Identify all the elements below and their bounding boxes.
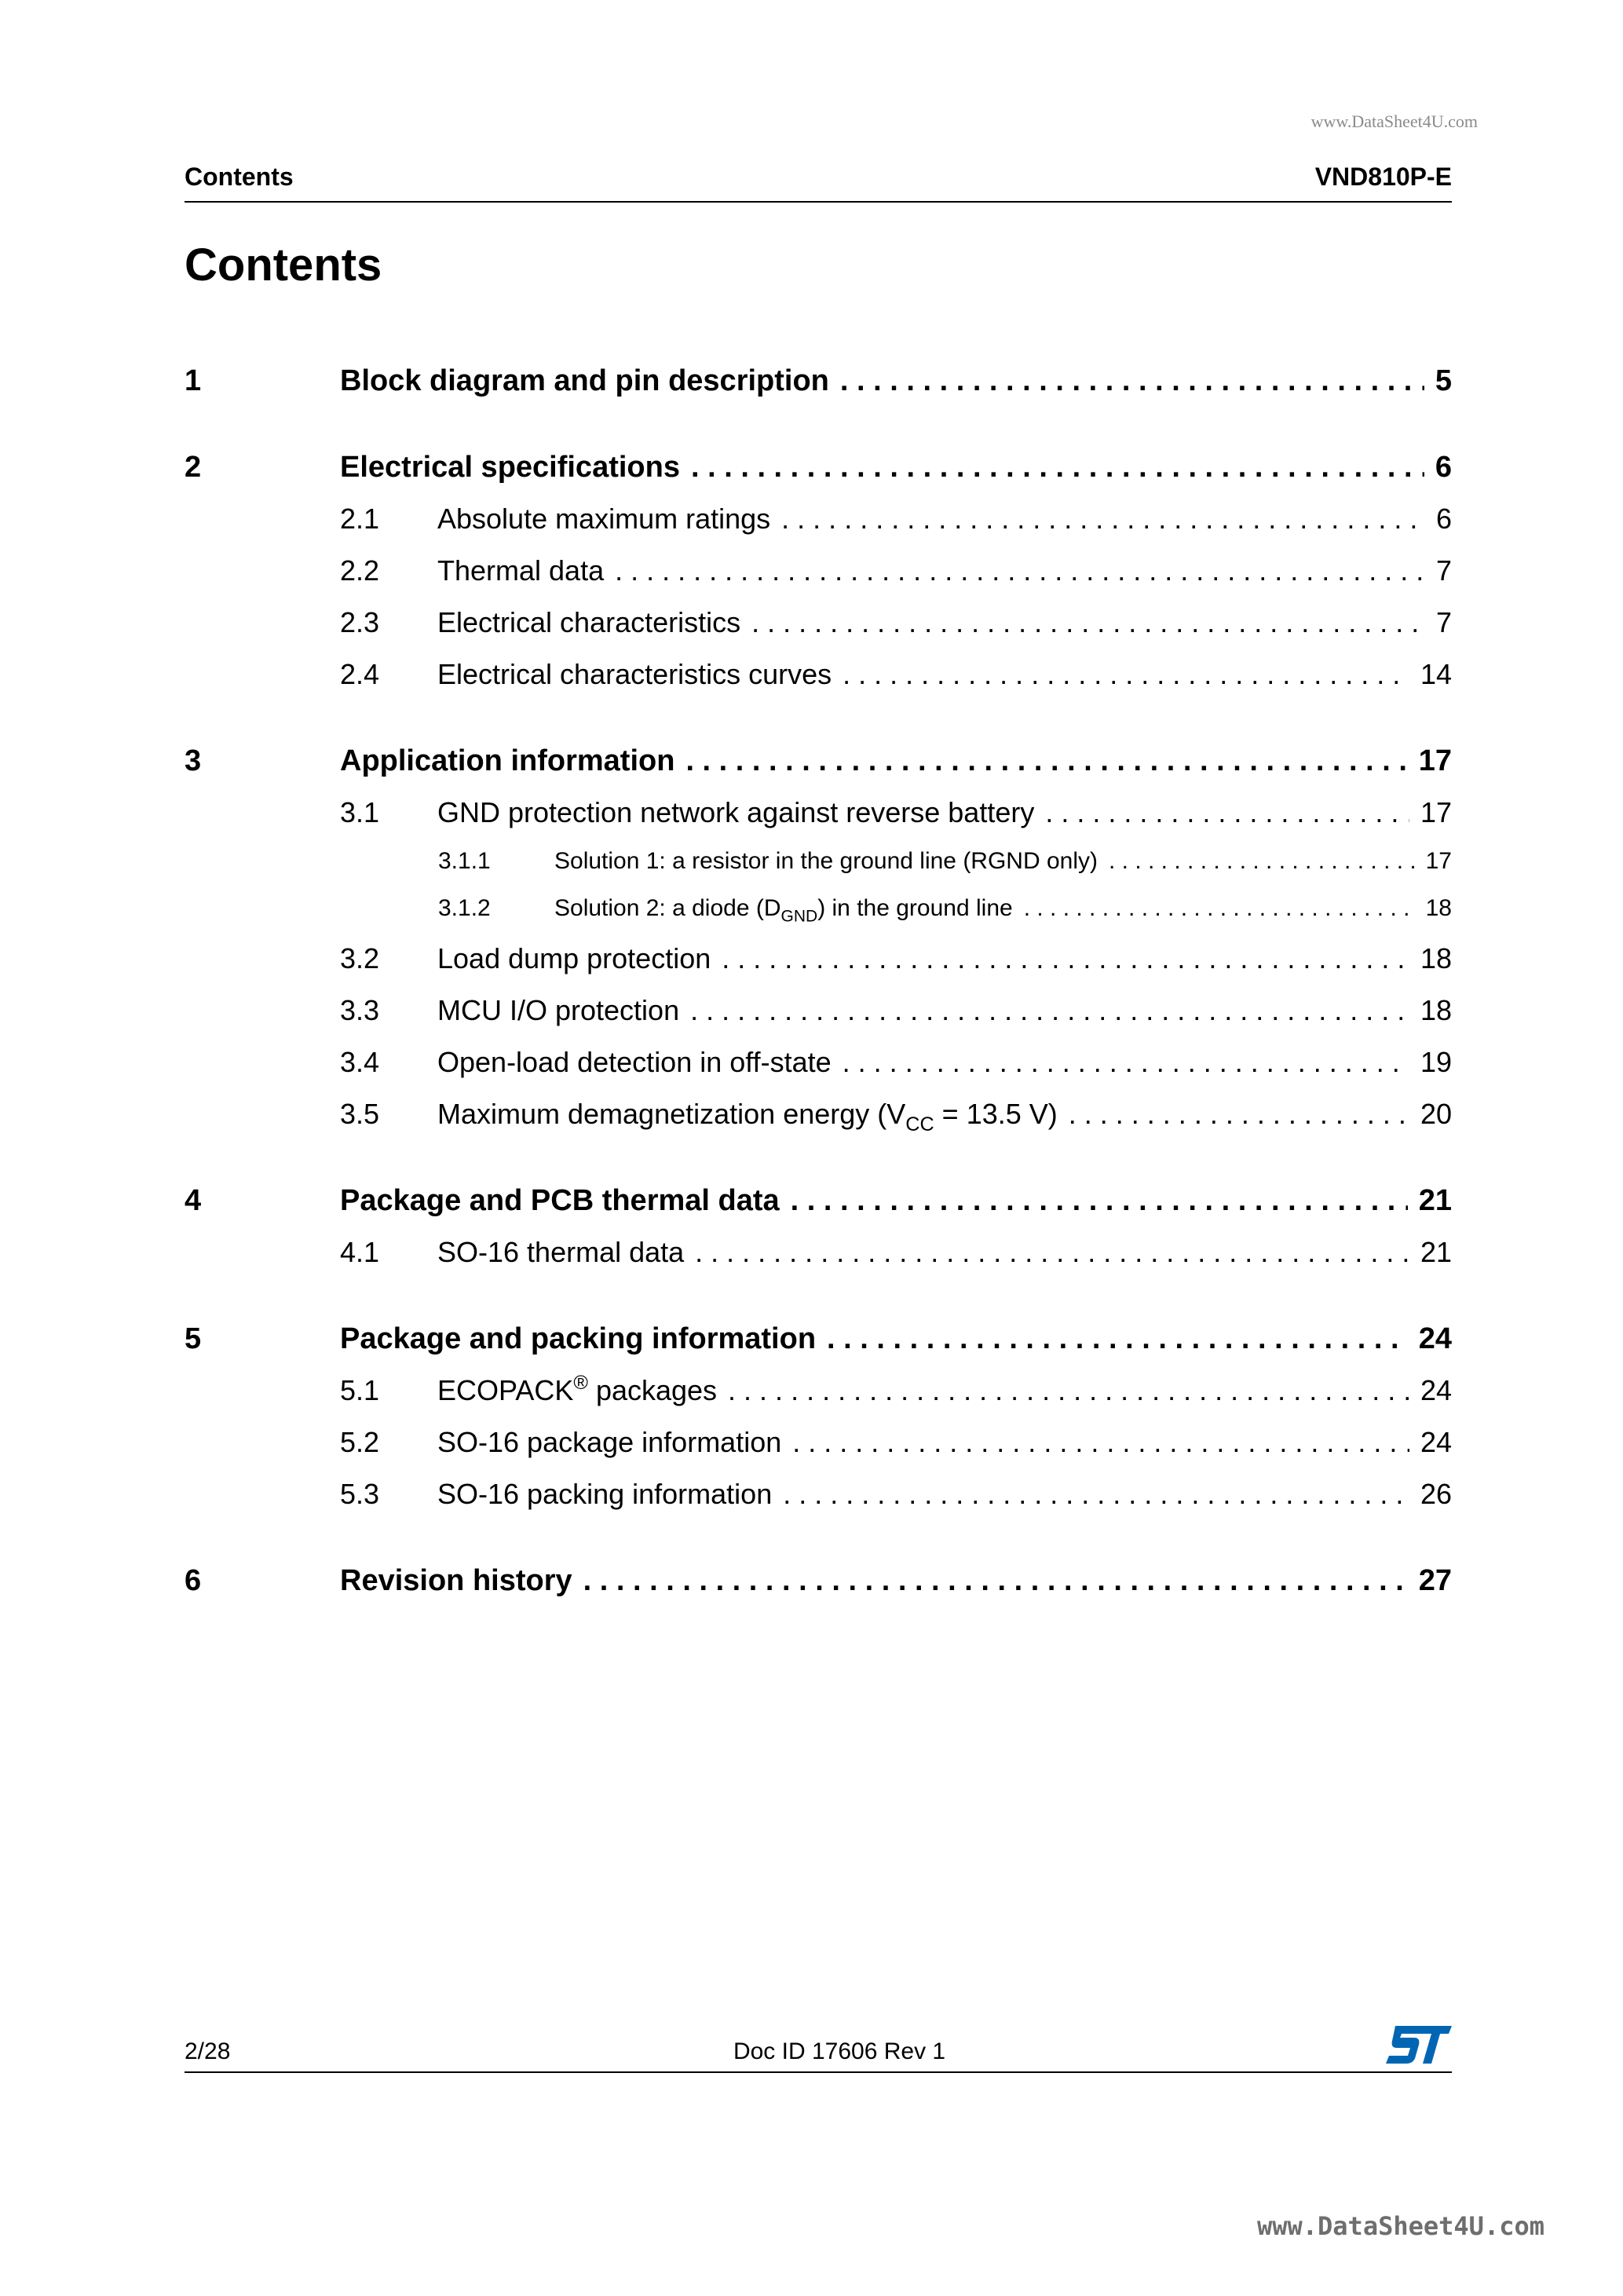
toc-label: Electrical characteristics curves	[437, 658, 832, 690]
toc-number: 3.3	[340, 994, 380, 1026]
toc-page: 18	[1420, 942, 1452, 974]
toc-page: 18	[1425, 895, 1452, 921]
toc-page: 24	[1418, 1322, 1452, 1355]
toc-page: 7	[1435, 606, 1452, 638]
toc-entry-5-2[interactable]	[185, 1426, 1452, 1478]
page-title: Contents	[185, 239, 382, 291]
toc-label: Open-load detection in off-state	[437, 1046, 832, 1078]
toc-page: 19	[1420, 1046, 1452, 1078]
toc-label: Thermal data	[437, 554, 605, 587]
toc-number: 1	[185, 364, 202, 397]
toc-number: 3.1.2	[438, 895, 491, 921]
toc-label-text: = 13.5 V)	[934, 1098, 1058, 1130]
watermark-top: www.DataSheet4U.com	[1310, 112, 1478, 131]
leader-dots	[615, 554, 1425, 587]
toc-label-text: Maximum demagnetization energy (V	[437, 1098, 906, 1130]
toc-label: Block diagram and pin description	[340, 364, 829, 397]
toc-entry-3-4[interactable]	[185, 1046, 1452, 1098]
toc-entry-3[interactable]	[185, 744, 1452, 796]
toc-entry-2-2[interactable]	[185, 554, 1452, 606]
toc-label	[554, 895, 1024, 926]
toc-entry-6[interactable]	[185, 1564, 1452, 1616]
toc-label-text: ) in the ground line	[817, 895, 1013, 921]
page-header	[185, 157, 1452, 203]
toc-label: MCU I/O protection	[437, 994, 680, 1026]
leader-dots	[685, 744, 1407, 778]
toc-page: 17	[1420, 796, 1452, 828]
toc-entry-3-5[interactable]	[185, 1098, 1452, 1150]
toc-label: Package and packing information	[340, 1322, 817, 1355]
toc-entry-4-1[interactable]	[185, 1236, 1452, 1288]
toc-number: 3.4	[340, 1046, 380, 1078]
toc-entry-3-1-2[interactable]	[185, 895, 1452, 942]
toc-page: 21	[1420, 1236, 1452, 1268]
toc-label: SO-16 packing information	[437, 1478, 773, 1510]
toc-label	[437, 1374, 728, 1407]
toc-label: Application information	[340, 744, 675, 777]
toc-number: 5.2	[340, 1426, 380, 1458]
toc-page: 7	[1435, 554, 1452, 587]
toc-page: 24	[1420, 1426, 1452, 1458]
leader-dots	[583, 1564, 1408, 1598]
toc-entry-3-3[interactable]	[185, 994, 1452, 1046]
toc-number: 3.5	[340, 1098, 380, 1130]
toc-page: 20	[1420, 1098, 1452, 1130]
toc-number: 2.3	[340, 606, 380, 638]
toc-number: 5.1	[340, 1374, 380, 1406]
toc-entry-2-1[interactable]	[185, 503, 1452, 554]
toc-number: 6	[185, 1564, 202, 1597]
toc-label: Load dump protection	[437, 942, 711, 974]
toc-number: 3.1.1	[438, 848, 491, 874]
toc-page: 6	[1435, 503, 1452, 535]
toc-page: 17	[1418, 744, 1452, 777]
leader-dots	[843, 658, 1409, 691]
table-of-contents	[185, 364, 1452, 1616]
toc-entry-3-1-1[interactable]	[185, 848, 1452, 895]
toc-label: Electrical specifications	[340, 451, 680, 484]
page-number: 2/28	[185, 2038, 231, 2064]
toc-page: 17	[1425, 848, 1452, 874]
leader-dots	[783, 1478, 1409, 1511]
leader-dots	[791, 1184, 1408, 1218]
toc-page: 21	[1418, 1184, 1452, 1217]
leader-dots	[722, 942, 1409, 975]
toc-label: Package and PCB thermal data	[340, 1184, 780, 1217]
watermark-bottom: www.DataSheet4U.com	[1256, 2211, 1544, 2241]
toc-label: Absolute maximum ratings	[437, 503, 771, 535]
header-section-name: Contents	[185, 163, 294, 191]
leader-dots	[1045, 796, 1409, 829]
toc-number: 5.3	[340, 1478, 380, 1510]
toc-number: 3.1	[340, 796, 380, 828]
leader-dots	[792, 1426, 1409, 1459]
toc-number: 2.2	[340, 554, 380, 587]
toc-number: 3	[185, 744, 202, 777]
st-logo-icon	[1384, 2024, 1452, 2067]
toc-label-subscript: GND	[780, 907, 818, 926]
toc-page: 5	[1435, 364, 1452, 397]
toc-label: SO-16 thermal data	[437, 1236, 685, 1268]
leader-dots	[1069, 1098, 1409, 1131]
toc-page: 27	[1418, 1564, 1452, 1597]
leader-dots	[1024, 895, 1415, 922]
header-part-number: VND810P-E	[1314, 163, 1452, 191]
leader-dots	[843, 1046, 1409, 1079]
toc-label: SO-16 package information	[437, 1426, 782, 1458]
toc-entry-3-1[interactable]	[185, 796, 1452, 848]
toc-label	[437, 1098, 1069, 1135]
leader-dots	[695, 1236, 1409, 1269]
leader-dots	[728, 1374, 1409, 1407]
toc-entry-5[interactable]	[185, 1322, 1452, 1374]
page-footer	[185, 2020, 1452, 2073]
toc-label-text: ECOPACK	[437, 1374, 574, 1406]
toc-page: 26	[1420, 1478, 1452, 1510]
toc-entry-3-2[interactable]	[185, 942, 1452, 994]
toc-entry-2[interactable]	[185, 451, 1452, 503]
toc-entry-1[interactable]	[185, 364, 1452, 416]
leader-dots	[840, 364, 1424, 398]
toc-number: 5	[185, 1322, 202, 1355]
toc-label-subscript: CC	[905, 1113, 934, 1135]
leader-dots	[781, 503, 1425, 536]
toc-page: 6	[1435, 451, 1452, 484]
doc-id: Doc ID 17606 Rev 1	[733, 2038, 946, 2064]
toc-label-text: packages	[587, 1374, 718, 1406]
toc-entry-4[interactable]	[185, 1184, 1452, 1236]
toc-number: 4	[185, 1184, 202, 1217]
leader-dots	[690, 994, 1409, 1027]
toc-page: 14	[1420, 658, 1452, 690]
toc-page: 18	[1420, 994, 1452, 1026]
toc-number: 4.1	[340, 1236, 380, 1268]
toc-label: GND protection network against reverse battery	[437, 796, 1035, 828]
leader-dots	[751, 606, 1425, 639]
toc-number: 2.1	[340, 503, 380, 535]
toc-label: Solution 1: a resistor in the ground line (RGND only)	[554, 848, 1098, 874]
toc-number: 2.4	[340, 658, 380, 690]
leader-dots	[691, 451, 1424, 484]
toc-number: 3.2	[340, 942, 380, 974]
toc-entry-5-3[interactable]	[185, 1478, 1452, 1530]
toc-entry-2-4[interactable]	[185, 658, 1452, 710]
toc-label-text: Solution 2: a diode (D	[554, 895, 781, 921]
leader-dots	[827, 1322, 1408, 1356]
toc-entry-5-1[interactable]	[185, 1374, 1452, 1426]
leader-dots	[1109, 848, 1415, 875]
registered-mark: ®	[573, 1372, 588, 1395]
toc-entry-2-3[interactable]	[185, 606, 1452, 658]
toc-page: 24	[1420, 1374, 1452, 1406]
toc-number: 2	[185, 451, 202, 484]
toc-label: Electrical characteristics	[437, 606, 741, 638]
toc-label: Revision history	[340, 1564, 572, 1597]
